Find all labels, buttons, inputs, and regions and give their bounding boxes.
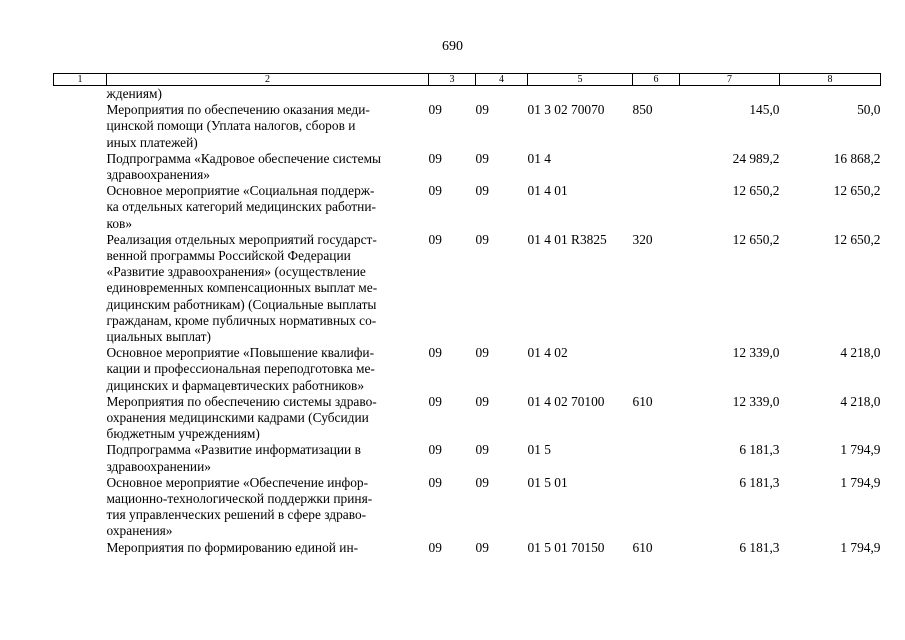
amount-year-2-cell: 1 794,9 [840, 539, 881, 555]
amount-year-2-cell: 1 794,9 [840, 474, 881, 490]
item-name-line: «Развитие здравоохранения» (осуществление [106, 264, 366, 280]
expense-type-code-cell: 610 [632, 393, 653, 409]
item-name-line: охранения» [106, 523, 173, 539]
table-row [54, 151, 881, 183]
item-name-line: Мероприятия по обеспечению оказания меди- [106, 102, 370, 118]
item-name-cell [107, 475, 429, 540]
expense-type-code-cell: 850 [632, 102, 653, 118]
budget-table [53, 73, 881, 556]
item-name-line: венной программы Российской Федерации [106, 248, 351, 264]
subsection-code-cell: 09 [475, 150, 489, 166]
amount-year-2-cell: 4 218,0 [840, 393, 881, 409]
subsection-code-cell: 09 [475, 442, 489, 458]
item-name-line: циальных выплат) [106, 329, 211, 345]
amount-year-1-cell: 24 989,2 [732, 150, 780, 166]
expense-type-code-cell [633, 151, 680, 183]
column-header-6: 6 [633, 74, 680, 86]
amount-year-2-cell: 4 218,0 [840, 345, 881, 361]
row-number-cell [54, 475, 107, 540]
item-name-line: кации и профессиональная переподготовка ме- [106, 361, 375, 377]
expense-type-code-cell: 610 [632, 539, 653, 555]
table-body [54, 86, 881, 556]
item-name-line: охранения медицинскими кадрами (Субсидии [106, 410, 369, 426]
column-header-2: 2 [107, 74, 429, 86]
section-code-cell: 09 [428, 102, 442, 118]
subsection-code-cell: 09 [475, 183, 489, 199]
target-article-code-cell: 01 4 02 70100 [527, 393, 605, 409]
item-name-cell [107, 394, 429, 443]
table-row [54, 183, 881, 232]
row-number-cell [54, 151, 107, 183]
column-header-1: 1 [54, 74, 107, 86]
amount-year-1-cell: 12 339,0 [732, 393, 780, 409]
item-name-line: Основное мероприятие «Повышение квалифи- [106, 345, 375, 361]
item-name-cell [107, 151, 429, 183]
section-code-cell: 09 [428, 539, 442, 555]
amount-year-1-cell: 12 339,0 [732, 345, 780, 361]
item-name-line: здравоохранения» [106, 167, 210, 183]
table-row [54, 86, 881, 103]
target-article-code-cell [528, 86, 633, 103]
subsection-code-cell: 09 [475, 231, 489, 247]
target-article-code-cell: 01 4 02 [527, 345, 568, 361]
row-number-cell [54, 86, 107, 103]
section-code-cell: 09 [428, 231, 442, 247]
item-name-cell [107, 183, 429, 232]
item-name-line: иных платежей) [106, 134, 198, 150]
row-number-cell [54, 183, 107, 232]
item-name-line: ков» [106, 215, 133, 231]
item-name-line: Основное мероприятие «Обеспечение инфор- [106, 474, 369, 490]
column-header-4: 4 [476, 74, 528, 86]
expense-type-code-cell [633, 183, 680, 232]
table-row [54, 475, 881, 540]
amount-year-1-cell: 6 181,3 [739, 442, 780, 458]
item-name-line: здравоохранении» [106, 458, 211, 474]
subsection-code-cell: 09 [475, 474, 489, 490]
item-name-cell [107, 232, 429, 345]
table-row [54, 232, 881, 345]
expense-type-code-cell [633, 475, 680, 540]
section-code-cell: 09 [428, 345, 442, 361]
table-row [54, 540, 881, 556]
table-row [54, 442, 881, 474]
column-header-8: 8 [780, 74, 881, 86]
amount-year-1-cell: 6 181,3 [739, 474, 780, 490]
item-name-line: бюджетным учреждениям) [106, 426, 260, 442]
item-name-line: Основное мероприятие «Социальная поддерж- [106, 183, 375, 199]
section-code-cell: 09 [428, 393, 442, 409]
column-numbers-row [54, 74, 881, 86]
target-article-code-cell: 01 5 01 [527, 474, 568, 490]
amount-year-2-cell [780, 86, 881, 103]
item-name-line: Мероприятия по формированию единой ин- [106, 539, 359, 555]
amount-year-2-cell: 12 650,2 [833, 231, 881, 247]
subsection-code-cell [476, 86, 528, 103]
amount-year-1-cell: 145,0 [749, 102, 780, 118]
expense-type-code-cell: 320 [632, 231, 653, 247]
expense-type-code-cell [633, 345, 680, 394]
item-name-line: ждениям) [106, 86, 162, 101]
expense-type-code-cell [633, 86, 680, 103]
amount-year-2-cell: 12 650,2 [833, 183, 881, 199]
item-name-line: дицинским работникам) (Социальные выплаты [106, 296, 377, 312]
subsection-code-cell: 09 [475, 393, 489, 409]
column-header-7: 7 [680, 74, 780, 86]
section-code-cell: 09 [428, 474, 442, 490]
column-header-3: 3 [429, 74, 476, 86]
target-article-code-cell: 01 4 01 [527, 183, 568, 199]
row-number-cell [54, 540, 107, 556]
target-article-code-cell: 01 4 [527, 150, 551, 166]
row-number-cell [54, 345, 107, 394]
amount-year-1-cell: 6 181,3 [739, 539, 780, 555]
item-name-line: Реализация отдельных мероприятий государст- [106, 231, 377, 247]
item-name-line: гражданам, кроме публичных нормативных со- [106, 312, 377, 328]
item-name-line: единовременных компенсационных выплат ме- [106, 280, 378, 296]
target-article-code-cell: 01 5 [527, 442, 551, 458]
amount-year-1-cell [680, 86, 780, 103]
subsection-code-cell: 09 [475, 539, 489, 555]
item-name-line: цинской помощи (Уплата налогов, сборов и [106, 118, 356, 134]
item-name-line: Подпрограмма «Кадровое обеспечение системы [106, 150, 382, 166]
item-name-cell [107, 86, 429, 103]
page-number: 690 [442, 39, 463, 54]
section-code-cell: 09 [428, 150, 442, 166]
item-name-cell [107, 540, 429, 556]
table-row [54, 394, 881, 443]
subsection-code-cell: 09 [475, 345, 489, 361]
section-code-cell: 09 [428, 183, 442, 199]
row-number-cell [54, 232, 107, 345]
target-article-code-cell: 01 4 01 R3825 [527, 231, 607, 247]
item-name-cell [107, 345, 429, 394]
column-header-5: 5 [528, 74, 633, 86]
target-article-code-cell: 01 5 01 70150 [527, 539, 605, 555]
item-name-cell [107, 442, 429, 474]
amount-year-2-cell: 50,0 [857, 102, 881, 118]
item-name-line: дицинских и фармацевтических работников» [106, 377, 365, 393]
table-row [54, 102, 881, 151]
row-number-cell [54, 102, 107, 151]
section-code-cell [429, 86, 476, 103]
expense-type-code-cell [633, 442, 680, 474]
item-name-line: мационно-технологической поддержки приня- [106, 491, 373, 507]
table-row [54, 345, 881, 394]
target-article-code-cell: 01 3 02 70070 [527, 102, 605, 118]
section-code-cell: 09 [428, 442, 442, 458]
item-name-line: тия управленческих решений в сфере здраво- [106, 507, 367, 523]
amount-year-2-cell: 16 868,2 [833, 150, 881, 166]
row-number-cell [54, 394, 107, 443]
amount-year-2-cell: 1 794,9 [840, 442, 881, 458]
item-name-cell [107, 102, 429, 151]
item-name-line: Мероприятия по обеспечению системы здраво- [106, 393, 377, 409]
item-name-line: Подпрограмма «Развитие информатизации в [106, 442, 361, 458]
amount-year-1-cell: 12 650,2 [732, 183, 780, 199]
amount-year-1-cell: 12 650,2 [732, 231, 780, 247]
row-number-cell [54, 442, 107, 474]
item-name-line: ка отдельных категорий медицинских работни- [106, 199, 376, 215]
subsection-code-cell: 09 [475, 102, 489, 118]
